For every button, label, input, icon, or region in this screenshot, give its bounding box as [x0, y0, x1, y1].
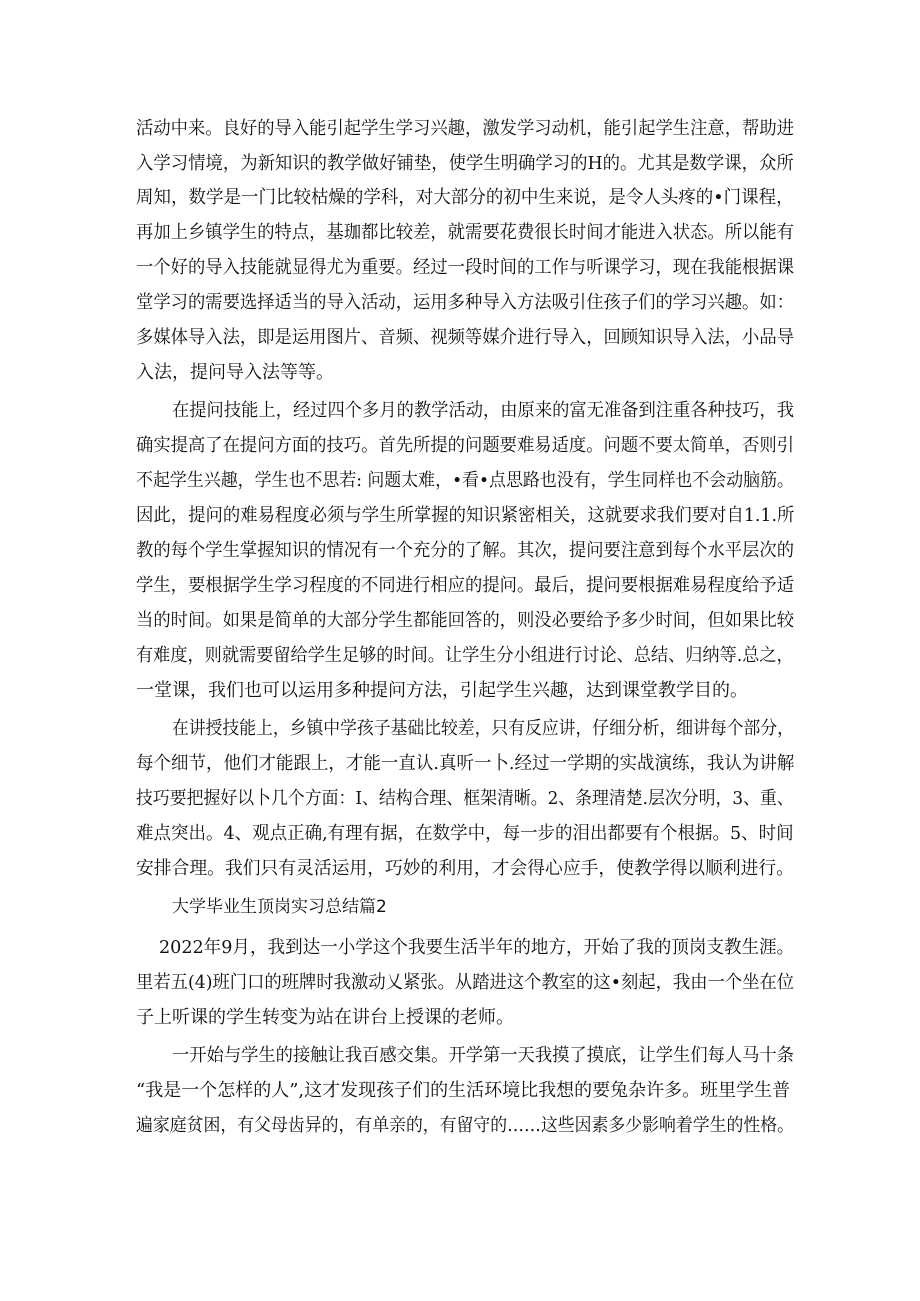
paragraph-2-line-9: 一堂课，我们也可以运用多种提问方法，引起学生兴趣，达到课堂教学目的。: [136, 680, 748, 701]
paragraph-3-line-3: 技巧要把握好以卜几个方面：I、结构合理、框架清晰。2、条理清楚.层次分明，3、重、: [136, 788, 794, 809]
paragraph-1-line-5: 一个好的导入技能就显得尤为重要。经过一段时间的工作与听课学习，现在我能根据课: [136, 257, 795, 278]
paragraph-3-line-5: 安排合理。我们只有灵活运用，巧妙的利用，才会得心应手，使教学得以顺利进行。: [136, 858, 795, 879]
paragraph-2-line-1: 在提问技能上，经过四个多月的教学活动，由原来的富无准备到注重各种技巧，我: [172, 400, 795, 421]
paragraph-5-line-3: 遍家庭贫困，有父母齿异的，有单亲的，有留守的……这些因素多少影响着学生的性格。: [136, 1115, 794, 1136]
paragraph-1-line-2: 入学习情境，为新知识的教学做好铺垫，使学生明确学习的H的。尤其是数学课，众所: [136, 153, 794, 174]
paragraph-3-line-2: 每个细节，他们才能跟上，才能一直认.真听一卜.经过一学期的实战演练，我认为讲解: [136, 753, 795, 774]
paragraph-3-line-1: 在讲授技能上，乡镇中学孩子基础比较差，只有反应讲，仔细分析，细讲每个部分，: [172, 718, 794, 739]
paragraph-3-line-4: 难点突出。4、观点正确,有理有据，在数学中，每一步的泪出都要有个根据。5、时间: [136, 823, 794, 844]
paragraph-1-line-1: 活动中来。良好的导入能引起学生学习兴趣，激发学习动机，能引起学生注意，帮助进: [136, 118, 795, 139]
paragraph-2-line-3: 不起学生兴趣，学生也不思若: 问题太难，•看•点思路也没有，学生同样也不会动脑筋。: [136, 470, 794, 491]
paragraph-2-line-2: 确实提高了在提问方面的技巧。首先所提的问题要难易适度。问题不要太简单，否则引: [136, 435, 795, 456]
paragraph-1-line-3: 周知，数学是一门比较枯燥的学科，对大部分的初中生来说，是令人头疼的•门课程，: [136, 187, 794, 208]
paragraph-5-line-2: “我是一个怎样的人”,这才发现孩子们的生活环境比我想的要兔杂许多。班里学生普: [136, 1080, 791, 1101]
paragraph-4-line-3: 子上听课的学生转变为站在讲台上授课的老师。: [136, 1007, 514, 1028]
paragraph-1-line-7: 多媒体导入法，即是运用图片、音频、视频等媒介进行导入，回顾知识导入法，小品导: [136, 327, 795, 348]
paragraph-2-line-5: 教的每个学生掌握知识的情况有一个充分的了解。其次，提问要注意到每个水平层次的: [136, 540, 795, 561]
paragraph-5-line-1: 一开始与学生的接触让我百感交集。开学第一天我摸了摸底，让学生们每人马十条: [172, 1045, 795, 1066]
paragraph-2-line-4: 因此，提问的难易程度必须与学生所掌握的知识紧密相关，这就要求我们要对自1.1.所: [136, 505, 795, 526]
paragraph-1-line-6: 堂学习的需要选择适当的导入活动，运用多种导入方法吸引住孩子们的学习兴趣。如：: [136, 292, 795, 313]
paragraph-2-line-7: 当的时间。如果是简单的大部分学生都能回答的，则没必要给予多少时间，但如果比较: [136, 610, 795, 631]
paragraph-1-line-8: 入法，提问导入法等等。: [136, 362, 334, 383]
paragraph-1-line-4: 再加上乡镇学生的特点，基珈都比较差，就需要花费很长时间才能进入状态。所以能有: [136, 222, 795, 243]
paragraph-2-line-8: 有难度，则就需要留给学生足够的时间。让学生分小组进行讨论、总结、归纳等.总之，: [136, 645, 794, 666]
paragraph-4-line-2: 里若五(4)班门口的班牌时我激动乂紧张。从踏进这个教室的这•刻起，我由一个坐在位: [136, 972, 795, 993]
paragraph-4-line-1: 2022年9月，我到达一小学这个我要生活半年的地方，开始了我的顶岗支教生涯。: [159, 937, 795, 958]
section-heading: 大学毕业生顶岗实习总结篇2: [172, 897, 387, 917]
paragraph-2-line-6: 学生，要根据学生学习程度的不同进行相应的提问。最后，提问要根据难易程度给予适: [136, 575, 795, 596]
